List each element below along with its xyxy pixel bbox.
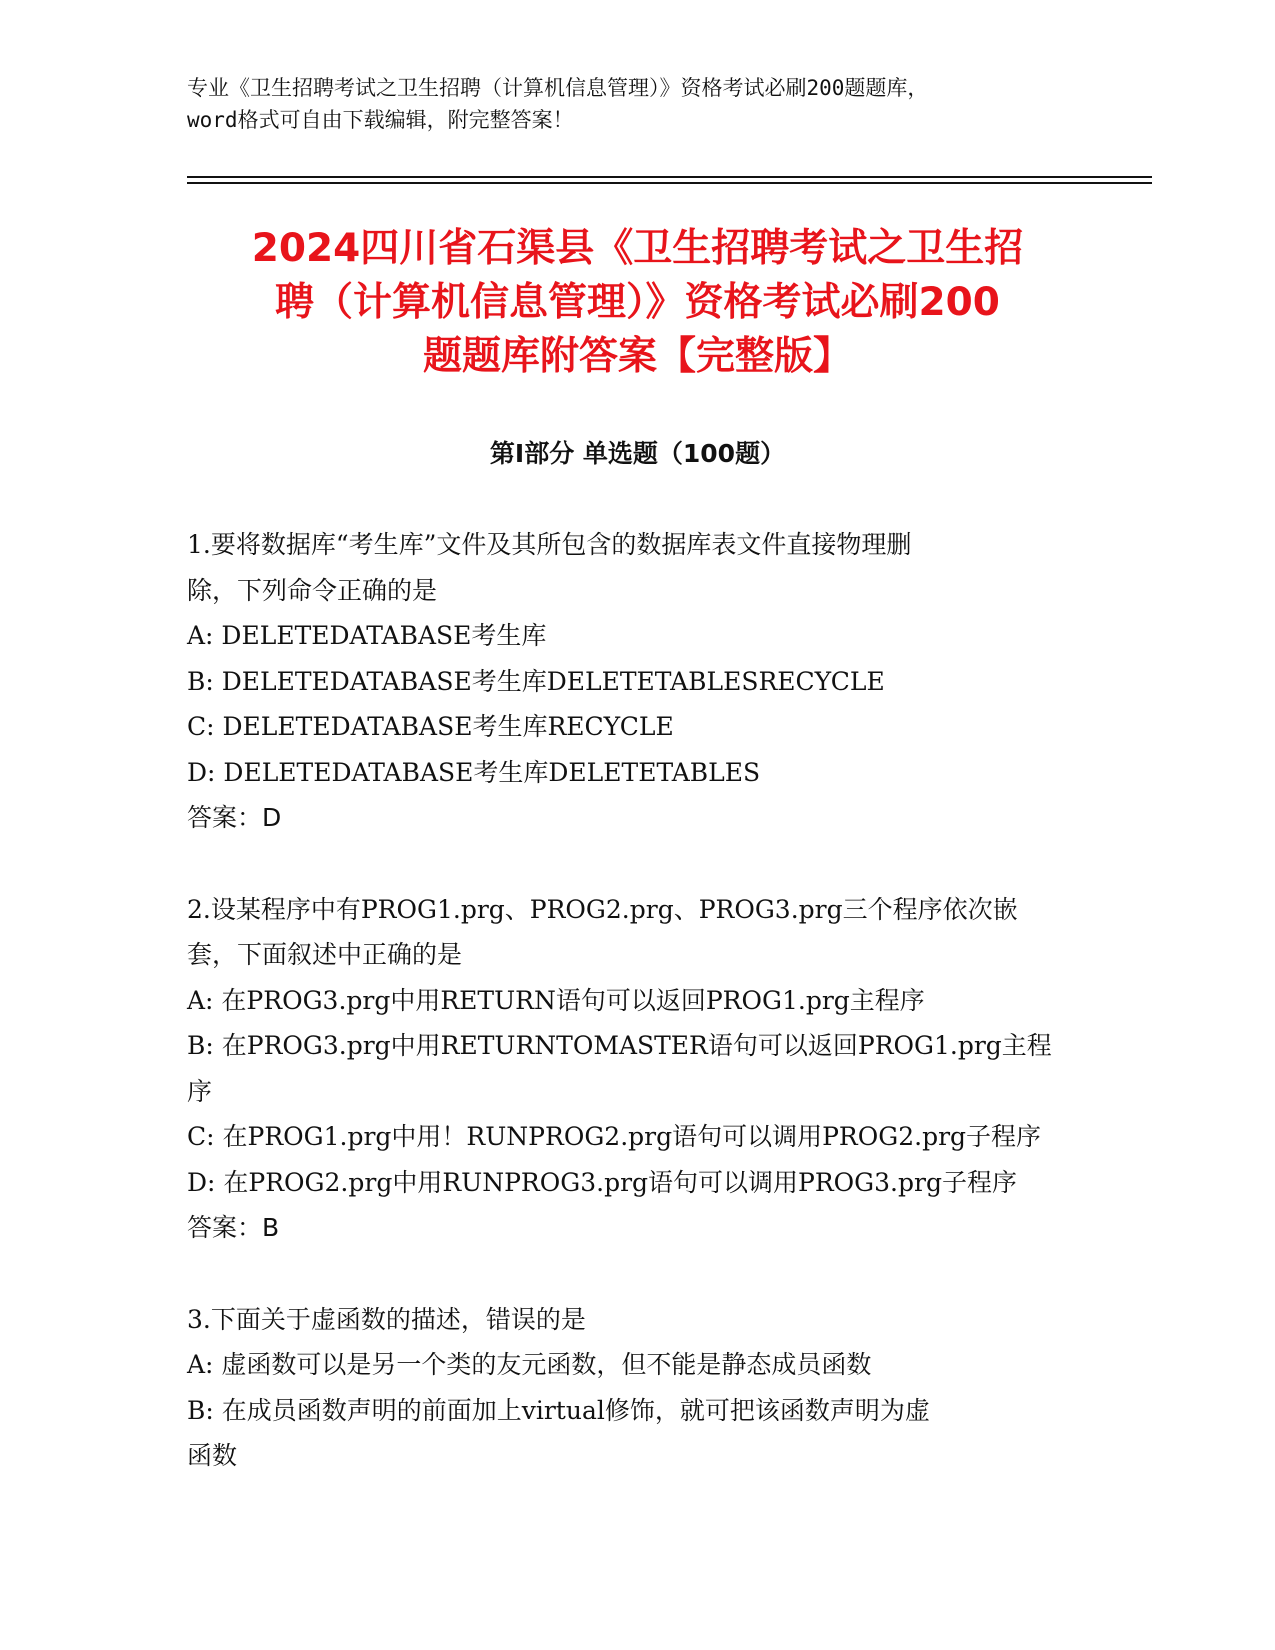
option-b: B: 在成员函数声明的前面加上virtual修饰，就可把该函数声明为虚: [187, 1395, 930, 1425]
header-note-line: 专业《卫生招聘考试之卫生招聘（计算机信息管理）》资格考试必刷200题题库，: [187, 76, 929, 100]
header-divider: [187, 182, 1152, 184]
option-d: D: DELETEDATABASE考生库DELETETABLES: [187, 757, 761, 787]
question-stem: 除，下列命令正确的是: [187, 575, 438, 605]
page-title: [150, 222, 1125, 384]
header-note-line: word格式可自由下载编辑，附完整答案！: [187, 108, 574, 132]
title-line: 2024四川省石渠县《卫生招聘考试之卫生招: [251, 226, 1024, 271]
question-stem: 1.要将数据库“考生库”文件及其所包含的数据库表文件直接物理删: [187, 530, 912, 559]
question-stem: 3.下面关于虚函数的描述，错误的是: [187, 1304, 586, 1334]
option-c: C: 在PROG1.prg中用！RUNPROG2.prg语句可以调用PROG2.prg子程序: [187, 1122, 1042, 1151]
option-c: C: DELETEDATABASE考生库RECYCLE: [187, 712, 674, 741]
section-heading: 第I部分 单选题（100题）: [489, 439, 786, 468]
option-a: A: 在PROG3.prg中用RETURN语句可以返回PROG1.prg主程序: [187, 985, 925, 1015]
title-line: 题题库附答案【完整版】: [422, 334, 852, 379]
option-b: B: DELETEDATABASE考生库DELETETABLESRECYCLE: [187, 666, 885, 696]
question-2: [187, 887, 1087, 1251]
header-note: [187, 72, 1087, 136]
option-d: D: 在PROG2.prg中用RUNPROG3.prg语句可以调用PROG3.prg子程序: [187, 1167, 1017, 1197]
title-line: 聘（计算机信息管理）》资格考试必刷200: [275, 280, 1000, 325]
header-divider: [187, 176, 1152, 178]
question-stem: 套，下面叙述中正确的是: [187, 940, 463, 969]
answer: 答案：D: [187, 803, 282, 832]
option-a: A: 虚函数可以是另一个类的友元函数，但不能是静态成员函数: [187, 1350, 872, 1379]
question-1: [187, 522, 1087, 841]
option-b-continued: 序: [187, 1076, 213, 1106]
option-a: A: DELETEDATABASE考生库: [187, 621, 547, 650]
option-b: B: 在PROG3.prg中用RETURNTOMASTER语句可以返回PROG1.prg主程: [187, 1031, 1052, 1060]
question-3: [187, 1297, 1087, 1479]
answer: 答案：B: [187, 1213, 280, 1242]
question-stem: 2.设某程序中有PROG1.prg、PROG2.prg、PROG3.prg三个程序依次嵌: [187, 894, 1018, 924]
option-b-continued: 函数: [187, 1441, 238, 1470]
question-list: [187, 522, 1087, 1525]
